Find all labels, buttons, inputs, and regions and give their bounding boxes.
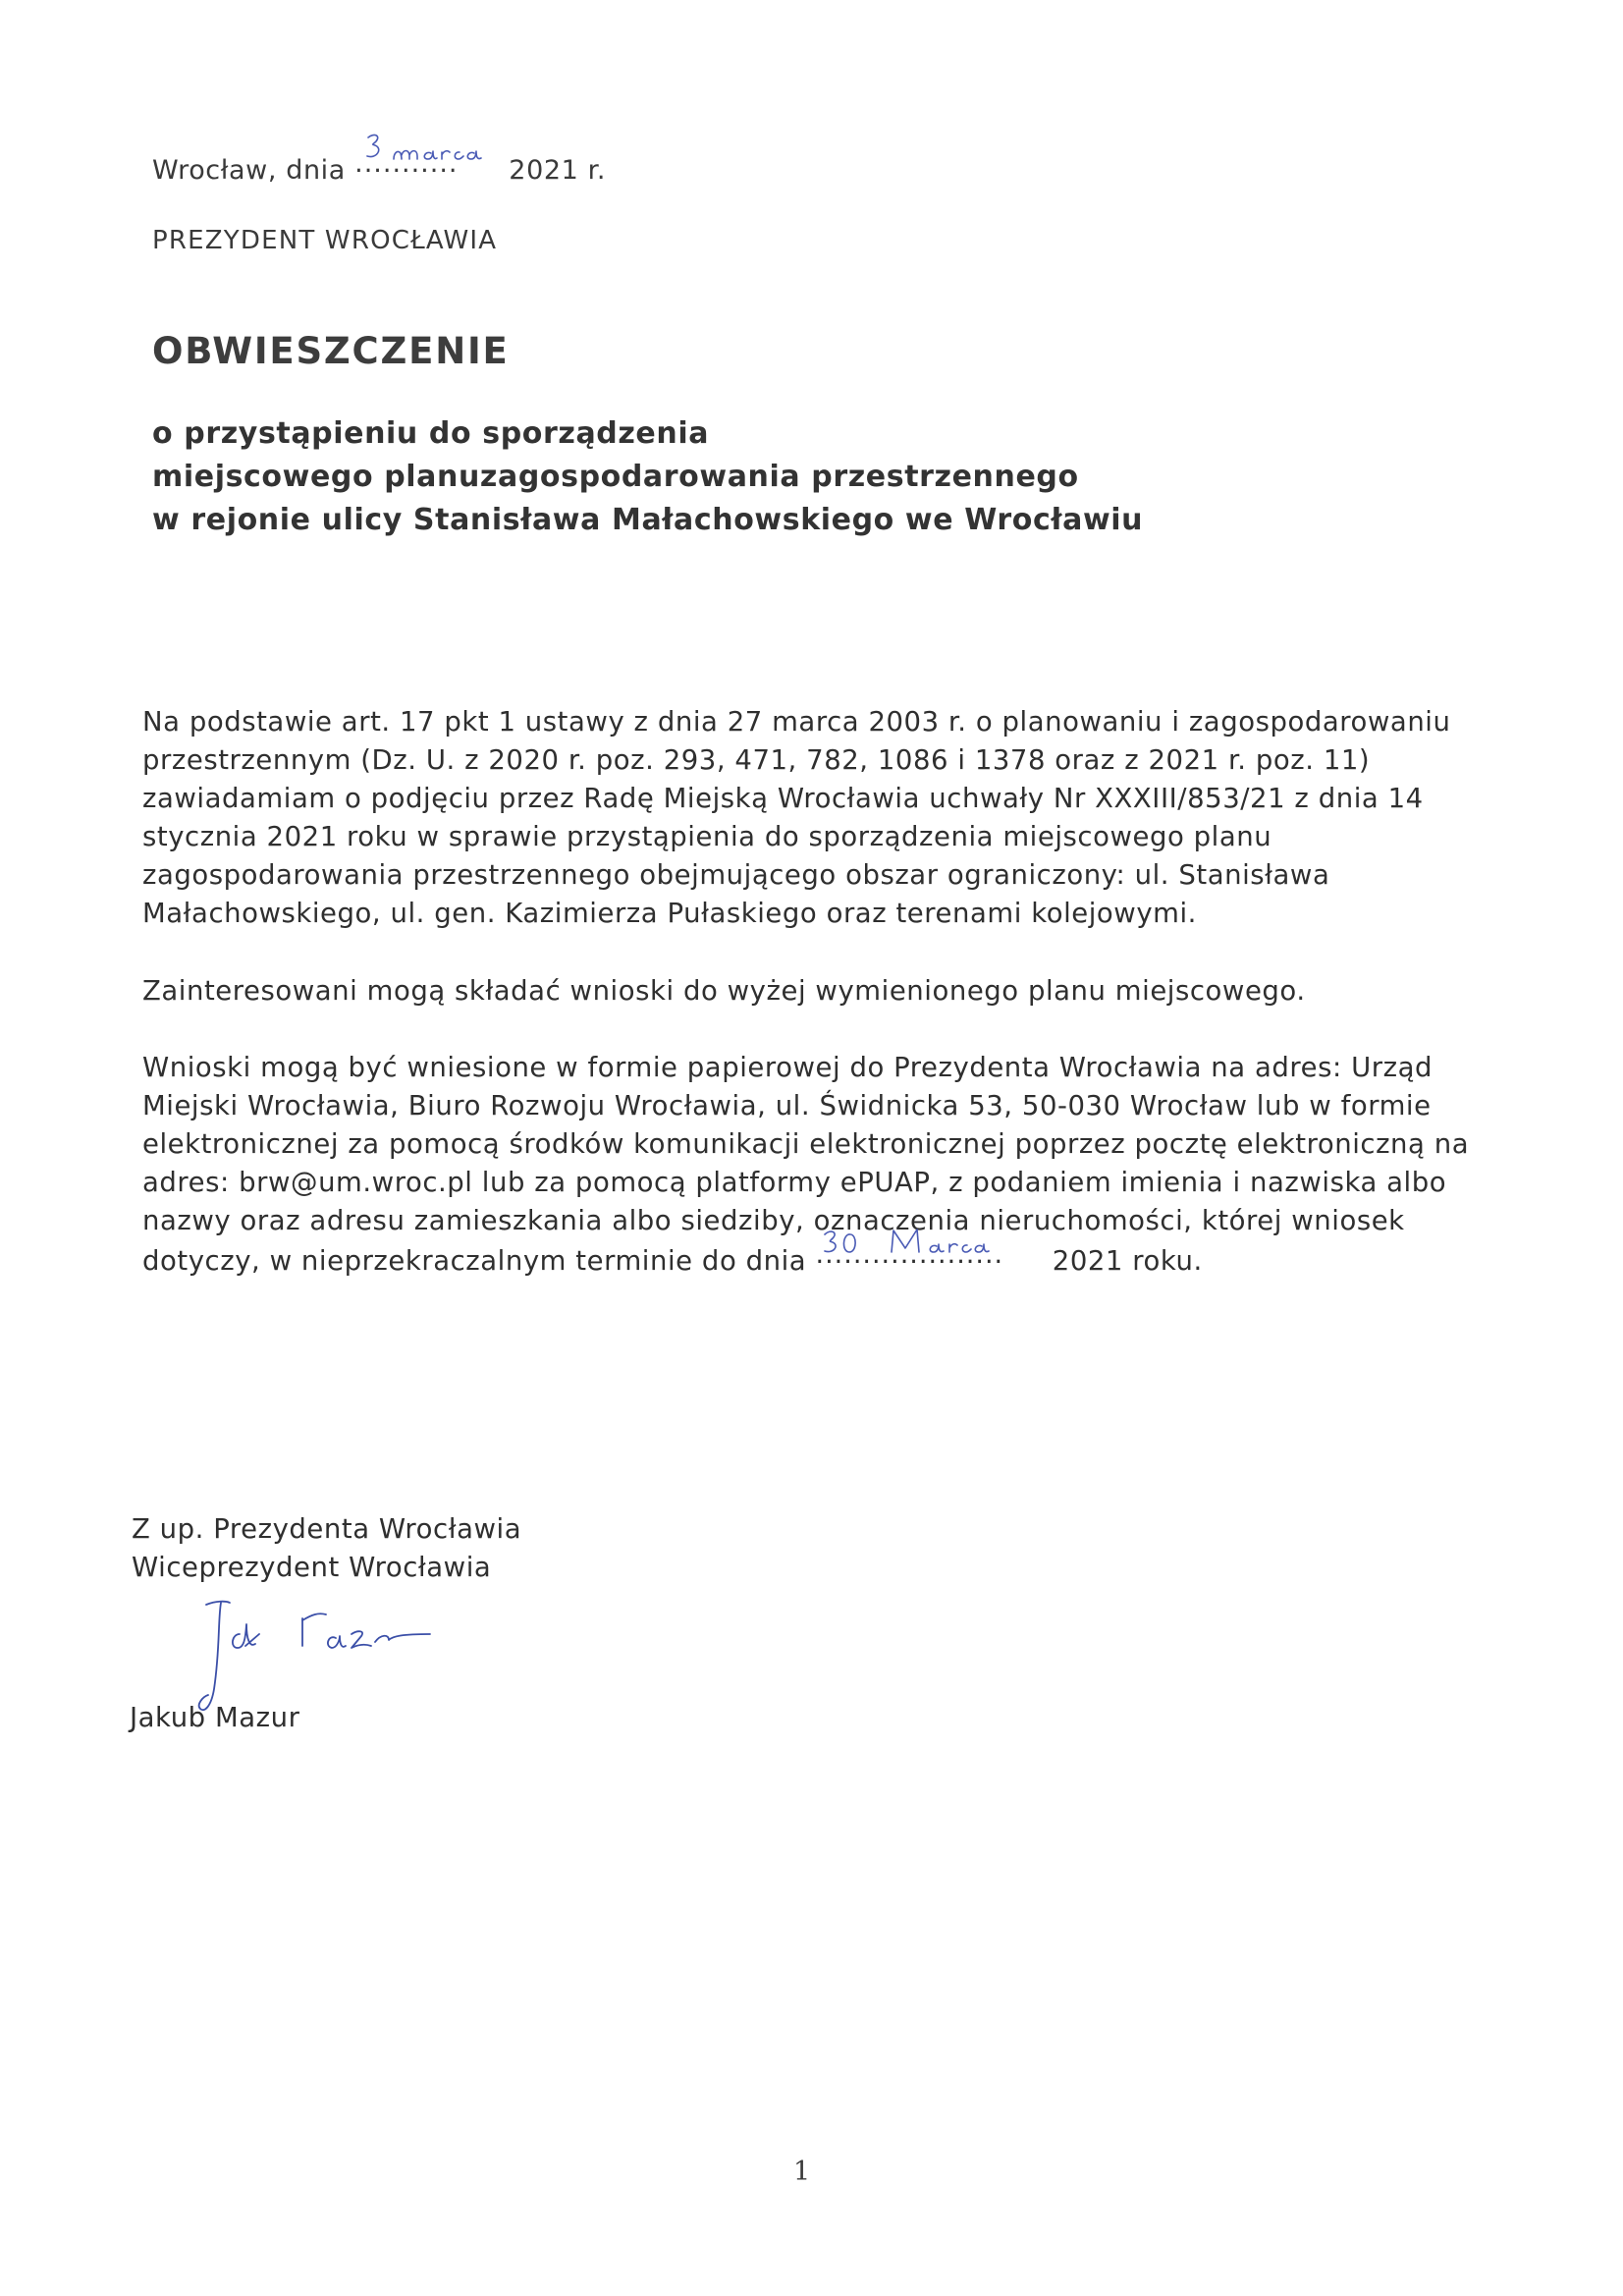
date-suffix: 2021 r.	[509, 155, 606, 186]
signatory-block	[132, 1510, 521, 1587]
paragraph-line: nazwy oraz adresu zamieszkania albo siedziby, oznaczenia nieruchomości, której wniosek	[142, 1205, 1405, 1236]
paragraph-line: zawiadamiam o podjęciu przez Radę Miejską Wrocławia uchwały Nr XXXIII/853/21 z dnia 14	[142, 783, 1424, 814]
paragraph-line: stycznia 2021 roku w sprawie przystąpienia do sporządzenia miejscowego planu	[142, 821, 1272, 852]
paragraph-line: Małachowskiego, ul. gen. Kazimierza Pułaskiego oraz terenami kolejowymi.	[142, 898, 1197, 929]
handwritten-date	[354, 130, 500, 173]
date-line	[152, 149, 606, 186]
deadline-prefix: dotyczy, w nieprzekraczalnym terminie do dnia	[142, 1245, 816, 1277]
paragraph-line: Wnioski mogą być wniesione w formie papierowej do Prezydenta Wrocławia na adres: Urząd	[142, 1052, 1434, 1083]
notice-title: OBWIESZCZENIE	[152, 330, 510, 372]
deadline-suffix: 2021 roku.	[1043, 1245, 1203, 1277]
legal-basis-paragraph	[142, 703, 1497, 933]
submission-paragraph	[142, 1049, 1497, 1281]
signatory-line: Z up. Prezydenta Wrocławia	[132, 1513, 522, 1545]
paragraph-line: Zainteresowani mogą składać wnioski do wyżej wymienionego planu miejscowego.	[142, 975, 1306, 1007]
subject-line: o przystąpieniu do sporządzenia	[152, 416, 710, 451]
handwritten-deadline	[815, 1225, 1043, 1264]
deadline-dots: ....................	[815, 1239, 1004, 1270]
paragraph-line: przestrzennym (Dz. U. z 2020 r. poz. 293, 471, 782, 1086 i 1378 oraz z 2021 r. poz. 11)	[142, 744, 1371, 776]
interested-parties-paragraph	[142, 972, 1497, 1011]
notice-subject	[152, 412, 1143, 542]
paragraph-line: zagospodarowania przestrzennego obejmującego obszar ograniczony: ul. Stanisława	[142, 859, 1330, 891]
subject-line: w rejonie ulicy Stanisława Małachowskiego we Wrocławiu	[152, 503, 1144, 537]
page-number: 1	[793, 2157, 811, 2187]
paragraph-line: adres: brw@um.wroc.pl lub za pomocą platformy ePUAP, z podaniem imienia i nazwiska albo	[142, 1167, 1447, 1198]
paragraph-line: elektronicznej za pomocą środków komunikacji elektronicznej poprzez pocztę elektroniczną na	[142, 1128, 1470, 1160]
signatory-line: Wiceprezydent Wrocławia	[132, 1552, 492, 1583]
paragraph-line: Na podstawie art. 17 pkt 1 ustawy z dnia 27 marca 2003 r. o planowaniu i zagospodarowaniu	[142, 706, 1451, 738]
paragraph-line: Miejski Wrocławia, Biuro Rozwoju Wrocławia, ul. Świdnicka 53, 50-030 Wrocław lub w formie	[142, 1090, 1432, 1121]
date-prefix: Wrocław, dnia	[152, 155, 346, 186]
handwritten-date-field	[354, 149, 500, 179]
deadline-line	[142, 1240, 1497, 1281]
date-dots: ...........	[354, 148, 459, 179]
handwritten-deadline-field	[815, 1240, 1043, 1270]
subject-line: miejscowego planuzagospodarowania przestrzennego	[152, 460, 1079, 494]
signer-name: Jakub Mazur	[130, 1702, 300, 1733]
issuer: PREZYDENT WROCŁAWIA	[152, 226, 498, 255]
